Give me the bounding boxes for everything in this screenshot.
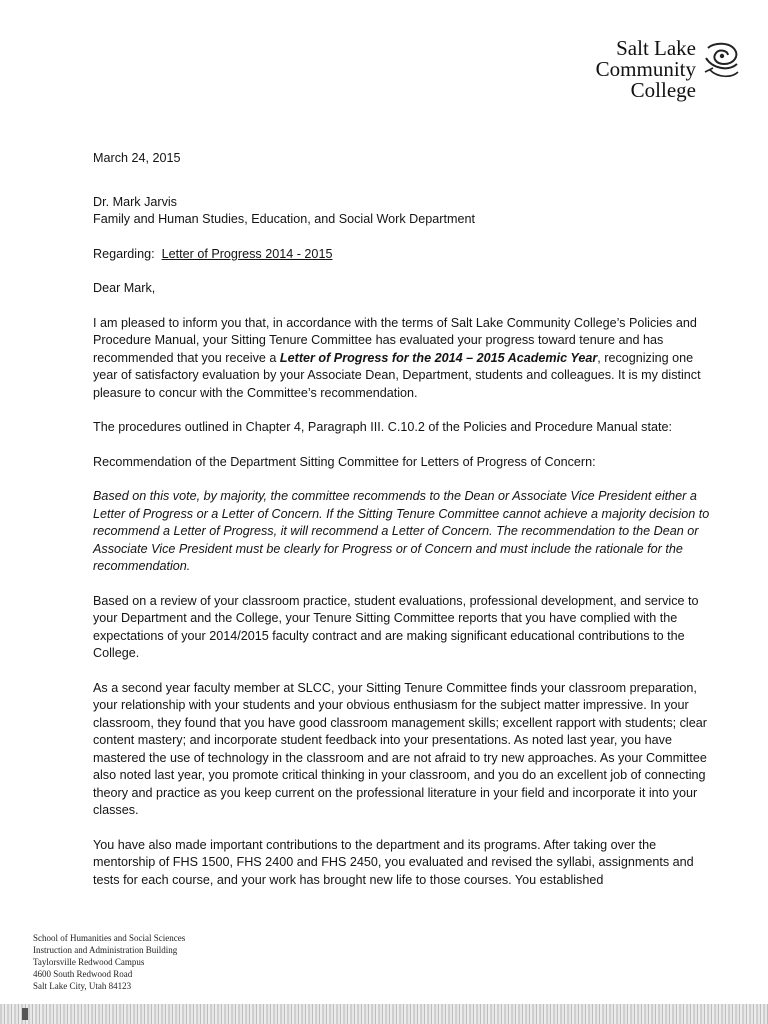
footer-line-1: School of Humanities and Social Sciences — [33, 933, 186, 943]
paragraph-4: Based on a review of your classroom practice, student evaluations, professional development, and service to your Department and the College, your Tenure Sitting Committee reports that you have complied with the expectations of your 2014/2015 faculty contract and are making significant educational contributions to the College. — [93, 593, 699, 660]
paragraph-1 — [93, 315, 713, 403]
paragraph-2: The procedures outlined in Chapter 4, Paragraph III. C.10.2 of the Policies and Procedure Manual state: — [93, 420, 672, 434]
college-emblem-icon — [704, 42, 740, 82]
scan-edge-mark — [22, 1008, 28, 1020]
paragraph-3: Recommendation of the Department Sitting Committee for Letters of Progress of Concern: — [93, 454, 596, 469]
footer-address — [33, 932, 333, 992]
footer-line-5: Salt Lake City, Utah 84123 — [33, 981, 132, 991]
logo-line-2: Community — [595, 57, 696, 81]
recipient-department: Family and Human Studies, Education, and Social Work Department — [93, 212, 475, 226]
regarding-subject: Letter of Progress 2014 - 2015 — [161, 246, 333, 261]
salutation: Dear Mark, — [93, 281, 156, 295]
paragraph-1-end: , recognizing one year of satisfactory evaluation by your Associate Dean, Department, students and colleagues. It is my distinct pleasure to concur with the Committee’s recommendation. — [93, 350, 701, 400]
logo-line-3: College — [630, 78, 696, 102]
paragraph-1-start: I am pleased to inform you that, in accordance with the terms of Salt Lake Community College’s Policies and Procedure Manual, your Sitting Tenure Committee has evaluated your progress toward tenure and has recommended that you receive a — [93, 315, 697, 365]
scan-edge-artifact — [0, 1004, 768, 1024]
paragraph-6: You have also made important contributions to the department and its programs. After taking over the mentorship of FHS 1500, FHS 2400 and FHS 2450, you evaluated and revised the syllabi, assignments and tests for each course, and your work has brought new life to those courses. You established — [93, 837, 694, 887]
footer-line-4: 4600 South Redwood Road — [33, 969, 133, 979]
paragraph-1-emphasis: Letter of Progress for the 2014 – 2015 Academic Year — [279, 350, 598, 365]
paragraph-5: As a second year faculty member at SLCC, your Sitting Tenure Committee finds your classroom preparation, your relationship with your students and your obvious enthusiasm for the subject matter impressive. In your classroom, they found that you have good classroom management skills; excellent rapport with students; clear content mastery; and incorporate student feedback into your presentations. As noted last year, you have mastered the use of technology in the classroom and are not afraid to try new approaches. As your Committee also noted last year, you promote critical thinking in your classroom, and you do an excellent job of connecting theory and practice as you keep current on the professional literature in your field and incorporate it into your classes. — [93, 680, 707, 817]
policy-quote: Based on this vote, by majority, the committee recommends to the Dean or Associate Vice President either a Letter of Progress or a Letter of Concern. If the Sitting Tenure Committee cannot achieve a majority decision to recommend a Letter of Progress, it will recommend a Letter of Concern. The recommendation to the Dean or Associate Vice President must be clearly for Progress or of Concern and must include the rationale for the recommendation. — [93, 489, 710, 573]
letter-body — [93, 150, 713, 906]
footer-line-3: Taylorsville Redwood Campus — [33, 957, 145, 967]
letter-date: March 24, 2015 — [93, 151, 181, 165]
footer-line-2: Instruction and Administration Building — [33, 945, 178, 955]
logo-line-1: Salt Lake — [616, 36, 696, 60]
recipient-name: Dr. Mark Jarvis — [93, 194, 177, 209]
regarding-label: Regarding: — [93, 246, 155, 261]
college-logo — [556, 38, 746, 108]
regarding-line — [93, 246, 713, 264]
logo-wordmark — [556, 38, 696, 101]
